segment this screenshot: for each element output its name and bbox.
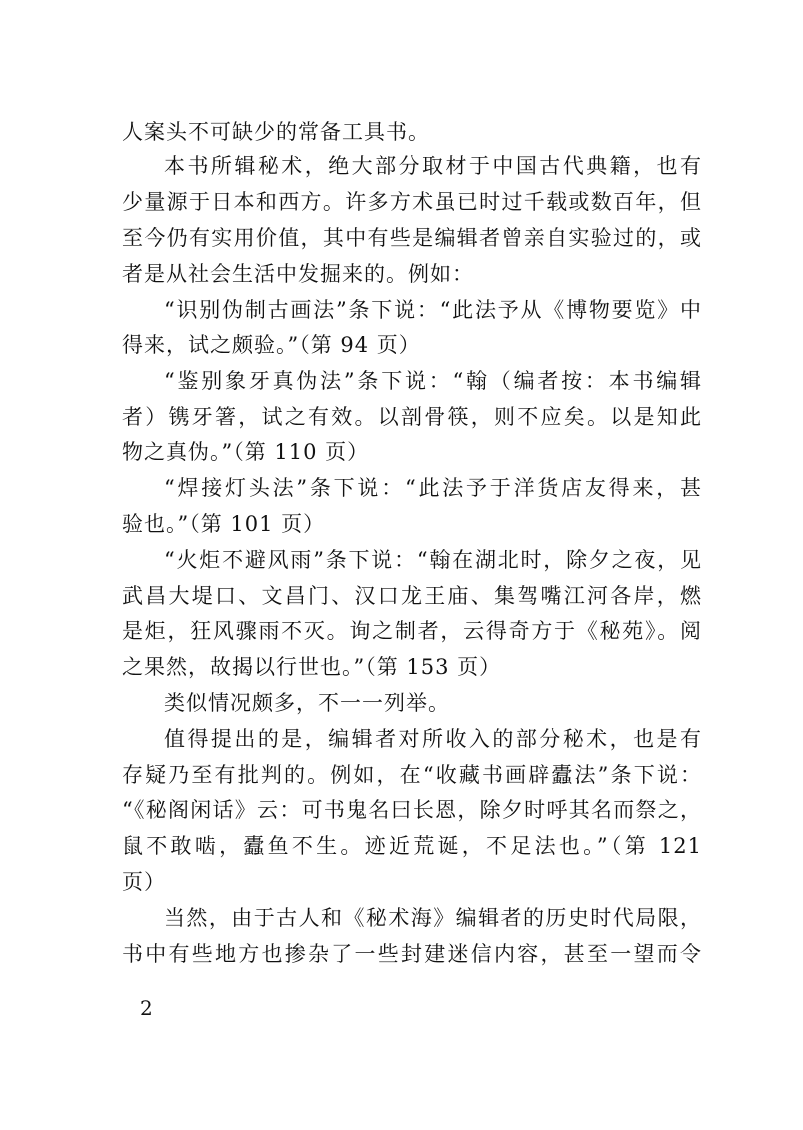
text-line: 验也。”（第 101 页） bbox=[122, 512, 326, 536]
page-number: 2 bbox=[140, 996, 153, 1020]
text-line: “识别伪制古画法”条下说：“此法予从《博物要览》中 bbox=[164, 298, 702, 322]
text-line: 物之真伪。”（第 110 页） bbox=[122, 440, 370, 464]
text-line: 值得提出的是，编辑者对所收入的部分秘术，也是有 bbox=[164, 727, 702, 751]
text-line: 者是从社会生活中发掘来的。例如： bbox=[122, 262, 474, 286]
text-line: 当然，由于古人和《秘术海》编辑者的历史时代局限， bbox=[164, 906, 702, 930]
text-line: 是炬，狂风骤雨不灭。询之制者，云得奇方于《秘苑》。阅 bbox=[122, 619, 702, 643]
text-line: “火炬不避风雨”条下说：“翰在湖北时，除夕之夜，见 bbox=[164, 548, 702, 572]
text-line: 之果然，故揭以行世也。”（第 153 页） bbox=[122, 655, 502, 679]
text-line: 书中有些地方也掺杂了一些封建迷信内容，甚至一望而令 bbox=[122, 942, 702, 966]
text-line: 存疑乃至有批判的。例如，在“收藏书画辟蠹法”条下说： bbox=[122, 763, 702, 787]
text-line: “《秘阁闲话》云：可书鬼名曰长恩，除夕时呼其名而祭之， bbox=[122, 798, 702, 822]
text-line: 得来，试之颇验。”（第 94 页） bbox=[122, 333, 421, 357]
text-line: 少量源于日本和西方。许多方术虽已时过千载或数百年，但 bbox=[122, 190, 702, 214]
text-line: 鼠不敢啮，蠹鱼不生。迹近荒诞，不足法也。”（第 121 bbox=[122, 834, 702, 858]
text-line: 至今仍有实用价值，其中有些是编辑者曾亲自实验过的，或 bbox=[122, 226, 702, 250]
text-line: 页） bbox=[122, 870, 166, 894]
text-line: “焊接灯头法”条下说：“此法予于洋货店友得来，甚 bbox=[164, 476, 702, 500]
text-line: 武昌大堤口、文昌门、汉口龙王庙、集驾嘴江河各岸，燃 bbox=[122, 584, 702, 608]
text-line: 类似情况颇多，不一一列举。 bbox=[164, 691, 450, 715]
text-line: “鉴别象牙真伪法”条下说：“翰（编者按：本书编辑 bbox=[164, 369, 702, 393]
text-line: 本书所辑秘术，绝大部分取材于中国古代典籍，也有 bbox=[164, 154, 702, 178]
text-line: 人案头不可缺少的常备工具书。 bbox=[122, 120, 430, 144]
text-line: 者）镌牙箸，试之有效。以剖骨筷，则不应矣。以是知此 bbox=[122, 405, 702, 429]
